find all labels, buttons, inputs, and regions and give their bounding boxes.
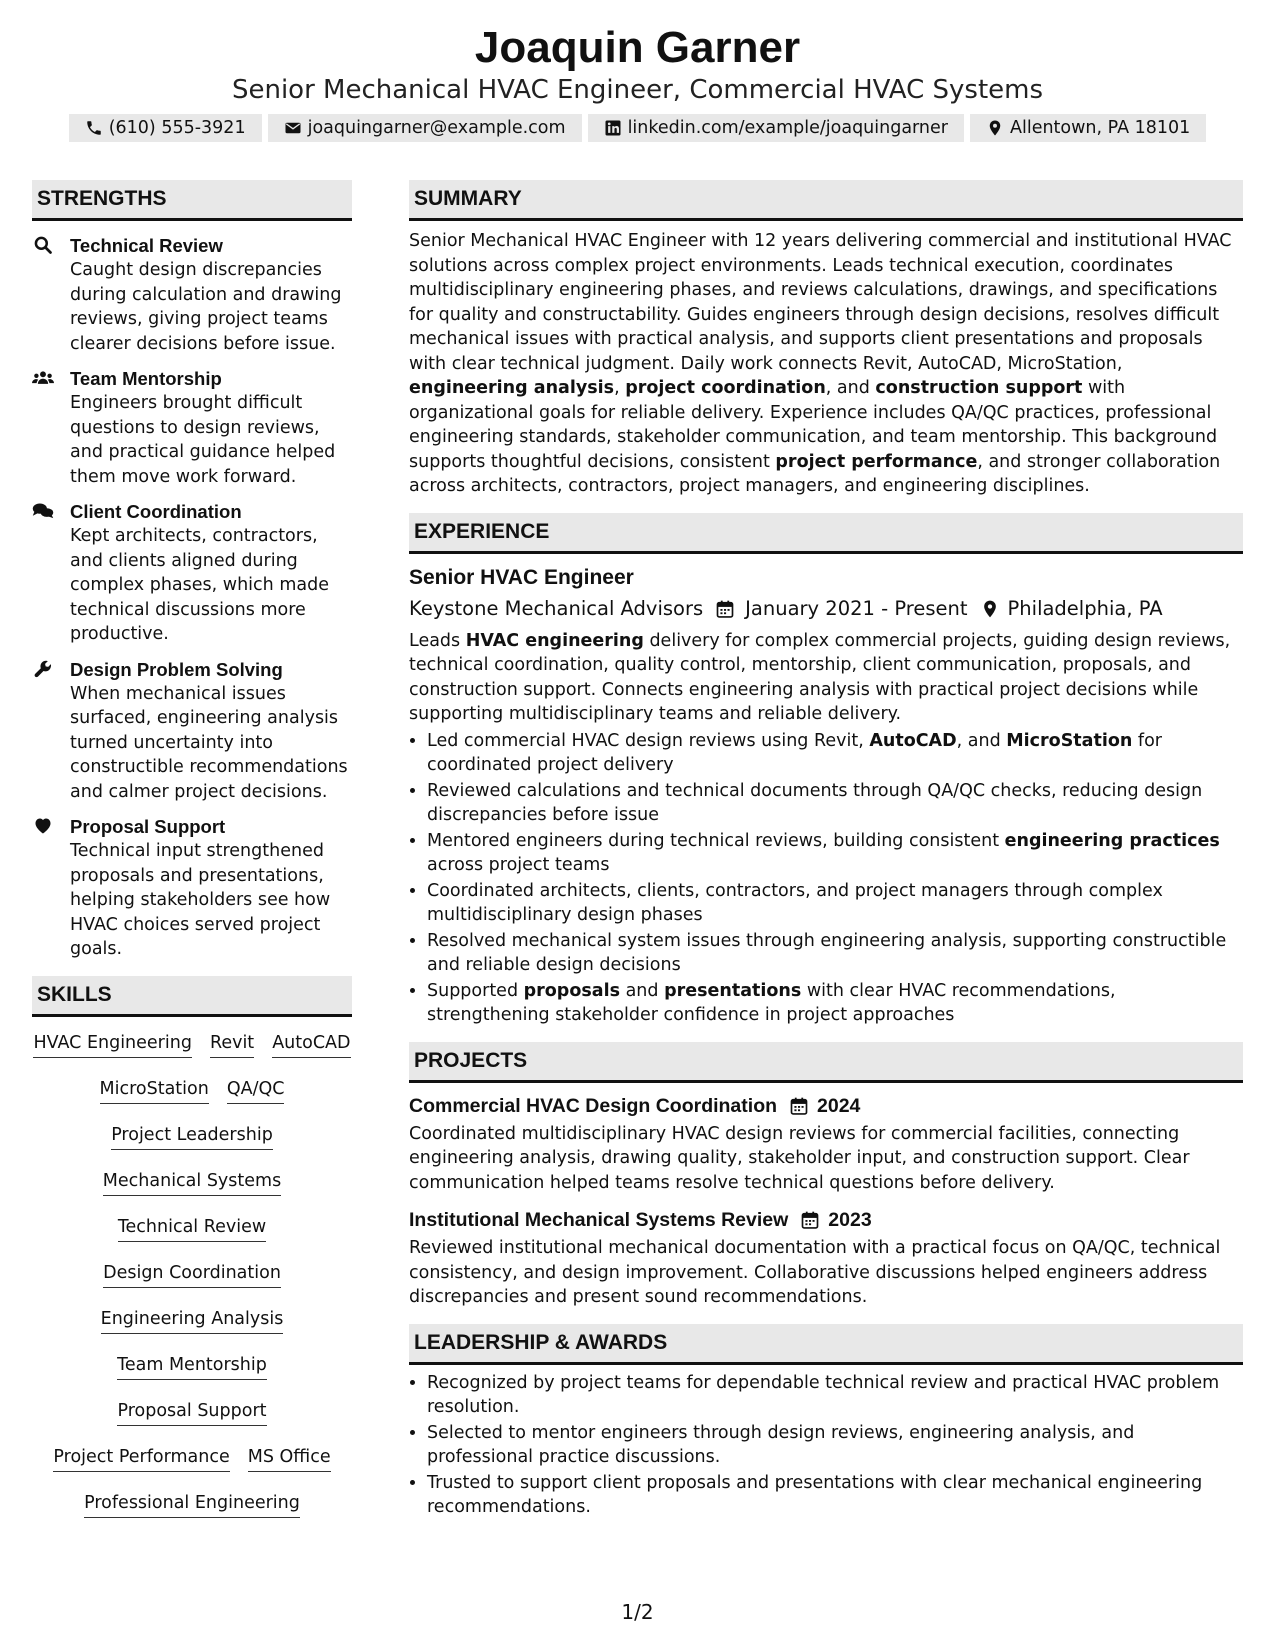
strengths-list (32, 233, 352, 962)
contact-phone[interactable] (69, 114, 262, 142)
leadership-bullets (409, 1371, 1243, 1520)
calendar-icon (788, 1210, 828, 1230)
skill-tag: Proposal Support (117, 1399, 266, 1426)
strength-text: Caught design discrepancies during calculation and drawing reviews, giving project teams clearer decisions before issue. (70, 260, 342, 354)
skill-tag: HVAC Engineering (33, 1031, 191, 1058)
map-pin-icon (968, 599, 1008, 619)
job-title: Senior HVAC Engineer (409, 565, 634, 589)
strength-item (32, 657, 352, 805)
list-item: • Selected to mentor engineers through design reviews, engineering analysis, and professional practice discussions. (427, 1421, 1243, 1470)
project-year: 2024 (817, 1094, 861, 1117)
contact-bar (0, 114, 1275, 142)
job-meta (409, 595, 1243, 623)
chat-bubbles-icon (32, 499, 70, 647)
job-location: Philadelphia, PA (1007, 596, 1163, 620)
skill-tag: QA/QC (227, 1077, 285, 1104)
linkedin-icon (604, 119, 622, 137)
strength-title: Technical Review (70, 235, 223, 256)
skill-tag: Design Coordination (103, 1261, 281, 1288)
contact-email-text: joaquingarner@example.com (307, 118, 566, 138)
heart-icon (32, 814, 70, 962)
page-number: 1/2 (621, 1600, 654, 1624)
strength-item (32, 233, 352, 356)
skills-list (32, 1031, 352, 1518)
skill-tag: Engineering Analysis (101, 1307, 284, 1334)
list-item: • Trusted to support client proposals and presentations with clear mechanical engineering recommendations. (427, 1471, 1243, 1520)
contact-linkedin-text: linkedin.com/example/joaquingarner (627, 118, 948, 138)
phone-icon (85, 119, 103, 137)
leadership-heading: LEADERSHIP & AWARDS (409, 1324, 1243, 1365)
strength-title: Design Problem Solving (70, 658, 283, 680)
strength-title: Team Mentorship (70, 368, 222, 389)
project-name: Commercial HVAC Design Coordination (409, 1094, 778, 1117)
contact-phone-text: (610) 555-3921 (108, 118, 246, 138)
skill-tag: Professional Engineering (84, 1491, 300, 1518)
job-description: Leads HVAC engineering delivery for complex commercial projects, guiding design reviews, technical coordination, quality control, mentorship, client communication, proposals, and construction support. Connects engineering analysis with practical project decisions while supporting multidisciplinary teams and reliable delivery. (409, 630, 1231, 724)
project-description: Coordinated multidisciplinary HVAC design reviews for commercial facilities, connecting engineering analysis, drawing quality, stakeholder input, and construction support. Clear communication helped teams resolve technical questions before delivery. (409, 1123, 1190, 1193)
project-description: Reviewed institutional mechanical documentation with a practical focus on QA/QC, technical consistency, and design improvement. Collaborative discussions helped engineers address discrepancies and present sound recommendations. (409, 1238, 1221, 1307)
projects-heading: PROJECTS (409, 1042, 1243, 1083)
strength-item (32, 814, 352, 962)
wrench-icon (32, 657, 70, 805)
skill-tag: Project Performance (53, 1445, 229, 1472)
strength-title: Proposal Support (70, 816, 226, 837)
users-icon (32, 366, 70, 489)
strength-item (32, 499, 352, 647)
skill-tag: AutoCAD (272, 1031, 350, 1058)
strengths-heading: STRENGTHS (32, 180, 352, 221)
strength-text: Technical input strengthened proposals and presentations, helping stakeholders see how HVAC choices served project goals. (70, 841, 331, 959)
summary-text: Senior Mechanical HVAC Engineer with 12 years delivering commercial and institutional HVAC solutions across complex project environments. Leads technical execution, coordinates multidisciplinary engineering phases, and reviews calculations, drawings, and specifications for quality and constructability. Guides engineers through design decisions, resolves difficult mechanical issues with practical analysis, and supports client presentations and proposals with clear technical judgment. Daily work connects Revit, AutoCAD, MicroStation, engineering analysis, project coordination, and construction support with organizational goals for reliable delivery. Experience includes QA/QC practices, professional engineering standards, stakeholder communication, and team mentorship. This background supports thoughtful decisions, consistent project performance, and stronger collaboration across architects, contractors, project managers, and engineering disciplines. (409, 231, 1232, 496)
project-title (409, 1093, 1243, 1119)
contact-location (970, 114, 1206, 142)
strength-text: Engineers brought difficult questions to design reviews, and practical guidance helped them move work forward. (70, 393, 336, 487)
map-pin-icon (986, 119, 1004, 137)
contact-linkedin[interactable] (588, 114, 964, 142)
contact-location-text: Allentown, PA 18101 (1010, 118, 1191, 138)
contact-email[interactable] (268, 114, 582, 142)
skill-tag: MicroStation (100, 1077, 209, 1104)
strength-text: When mechanical issues surfaced, engineering analysis turned uncertainty into constructible recommendations and calmer project decisions. (70, 683, 348, 802)
list-item: • Recognized by project teams for dependable technical review and practical HVAC problem resolution. (427, 1371, 1243, 1420)
list-item: • Mentored engineers during technical reviews, building consistent engineering practices across project teams (427, 829, 1243, 878)
candidate-title: Senior Mechanical HVAC Engineer, Commercial HVAC Systems (231, 75, 1044, 105)
magnifier-icon (32, 233, 70, 356)
header (0, 22, 1275, 142)
skill-tag: Mechanical Systems (103, 1169, 281, 1196)
skill-tag: MS Office (248, 1445, 331, 1472)
list-item: • Led commercial HVAC design reviews using Revit, AutoCAD, and MicroStation for coordinated project delivery (427, 729, 1243, 778)
right-column (409, 180, 1243, 1521)
skill-tag: Technical Review (118, 1215, 266, 1242)
project-name: Institutional Mechanical Systems Review (409, 1209, 789, 1231)
skills-heading: SKILLS (32, 976, 352, 1017)
list-item: • Supported proposals and presentations with clear HVAC recommendations, strengthening stakeholder confidence in project approaches (427, 979, 1243, 1028)
skill-tag: Team Mentorship (117, 1353, 267, 1380)
left-column (32, 180, 352, 1537)
job-dates: January 2021 - Present (745, 596, 968, 620)
list-item: • Coordinated architects, clients, contractors, and project managers through complex multidisciplinary design phases (427, 879, 1243, 928)
experience-heading: EXPERIENCE (409, 513, 1243, 554)
summary-heading: SUMMARY (409, 180, 1243, 221)
list-item: • Reviewed calculations and technical documents through QA/QC checks, reducing design discrepancies before issue (427, 779, 1243, 828)
experience-bullets (409, 729, 1243, 1028)
list-item: • Resolved mechanical system issues through engineering analysis, supporting constructible and reliable design decisions (427, 929, 1243, 978)
company-name: Keystone Mechanical Advisors (409, 596, 704, 620)
project-year: 2023 (828, 1209, 872, 1231)
strength-text: Kept architects, contractors, and clients aligned during complex phases, which made technical discussions more productive. (70, 526, 329, 644)
strength-item (32, 366, 352, 489)
candidate-name: Joaquin Garner (474, 23, 801, 72)
strength-title: Client Coordination (70, 501, 242, 522)
skill-tag: Revit (210, 1031, 254, 1058)
calendar-icon (777, 1096, 817, 1116)
skill-tag: Project Leadership (111, 1123, 273, 1150)
calendar-icon (703, 599, 745, 619)
envelope-icon (284, 119, 302, 137)
project-title (409, 1207, 1243, 1233)
